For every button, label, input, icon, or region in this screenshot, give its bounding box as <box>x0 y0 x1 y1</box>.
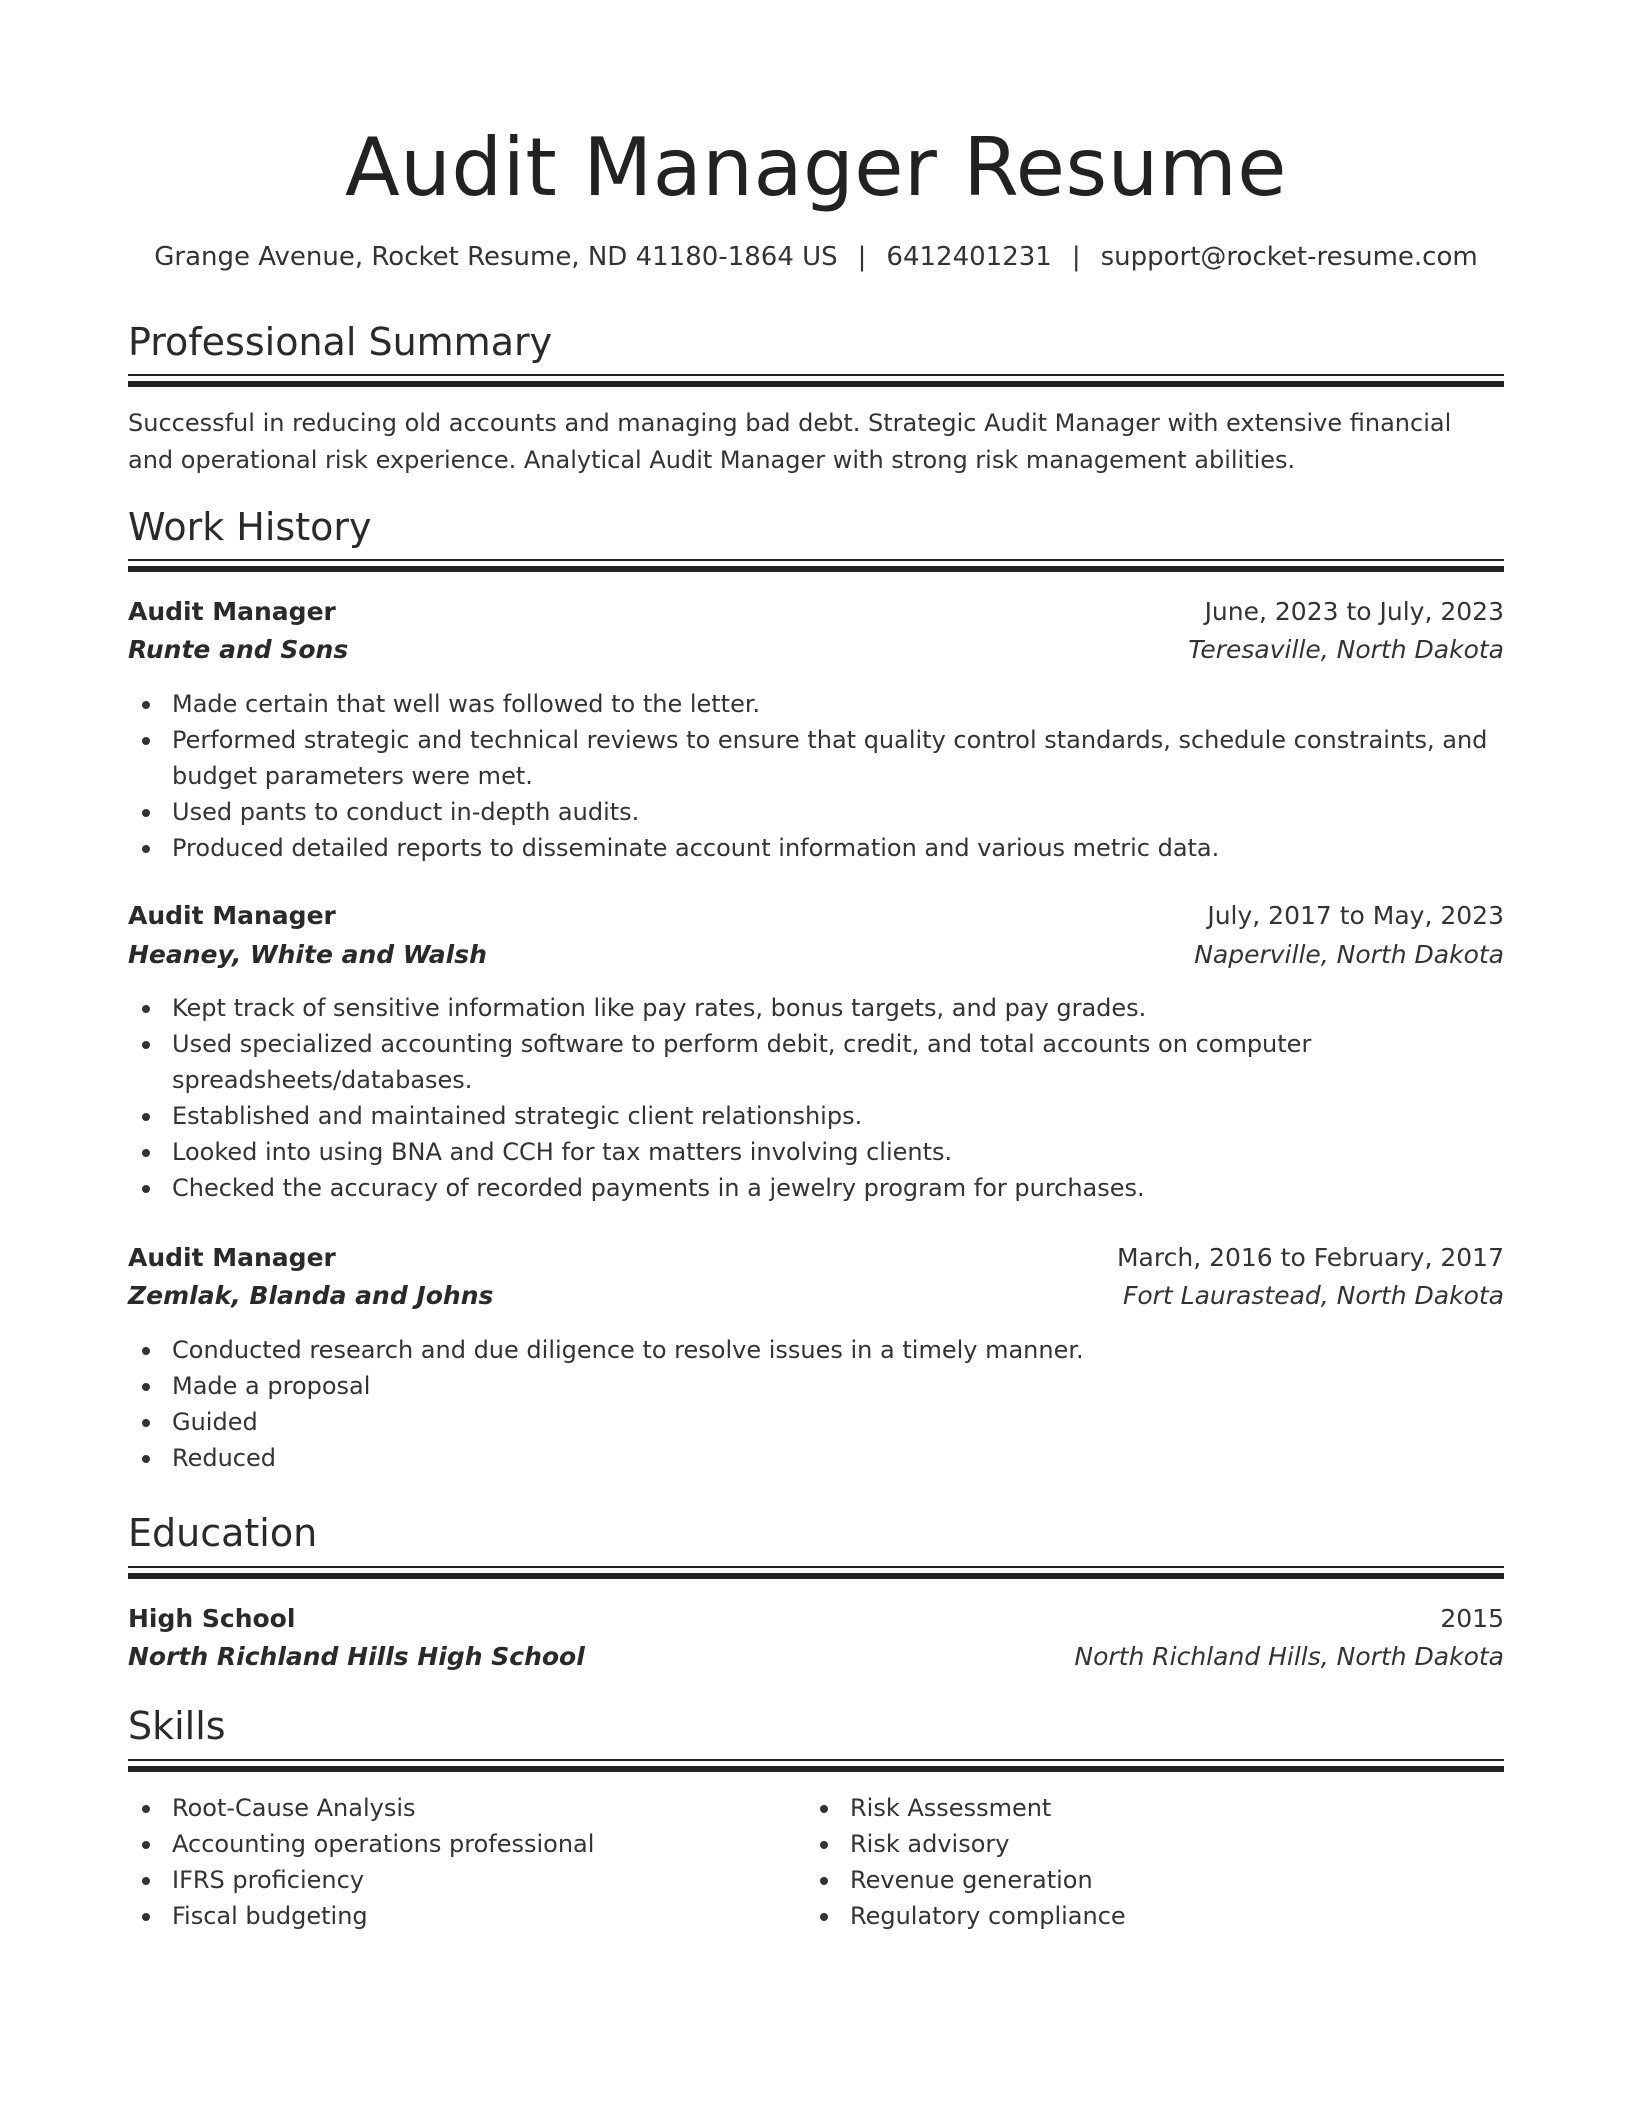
section-divider <box>128 559 1504 573</box>
section-divider <box>128 1566 1504 1580</box>
contact-email: support@rocket-resume.com <box>1100 242 1478 272</box>
skill-item: Root-Cause Analysis <box>128 1790 788 1826</box>
job-dates: March, 2016 to February, 2017 <box>1116 1243 1504 1272</box>
job-subheader <box>128 1277 1504 1315</box>
section-title-summary: Professional Summary <box>128 320 553 364</box>
job-header <box>128 897 1504 935</box>
education-location: North Richland Hills, North Dakota <box>1074 1642 1504 1671</box>
education-degree: High School <box>128 1604 296 1633</box>
job-company: Heaney, White and Walsh <box>128 940 487 969</box>
list-item: Made a proposal <box>128 1368 1504 1404</box>
list-item: Made certain that well was followed to the letter. <box>128 686 1504 722</box>
skill-item: Risk advisory <box>806 1826 1466 1862</box>
job-header <box>128 593 1504 631</box>
job-dates: June, 2023 to July, 2023 <box>1204 597 1504 626</box>
skills-list-left <box>128 1790 788 1934</box>
skills-list-right <box>806 1790 1466 1934</box>
contact-separator: | <box>1071 242 1081 272</box>
section-title-education: Education <box>128 1511 318 1555</box>
job-title: Audit Manager <box>128 597 336 626</box>
list-item: Guided <box>128 1404 1504 1440</box>
section-divider <box>128 374 1504 388</box>
job-company: Runte and Sons <box>128 635 349 664</box>
skill-item: Regulatory compliance <box>806 1898 1466 1934</box>
job-subheader <box>128 631 1504 669</box>
job-location: Fort Laurastead, North Dakota <box>1122 1281 1504 1310</box>
skill-item: Revenue generation <box>806 1862 1466 1898</box>
list-item: Established and maintained strategic client relationships. <box>128 1098 1428 1134</box>
job-dates: July, 2017 to May, 2023 <box>1207 901 1504 930</box>
education-subheader <box>128 1638 1504 1676</box>
job-header <box>128 1239 1504 1277</box>
job-title: Audit Manager <box>128 1243 336 1272</box>
list-item: Kept track of sensitive information like pay rates, bonus targets, and pay grades. <box>128 990 1428 1026</box>
section-title-work-history: Work History <box>128 505 372 549</box>
list-item: Conducted research and due diligence to resolve issues in a timely manner. <box>128 1332 1504 1368</box>
skill-item: Accounting operations professional <box>128 1826 788 1862</box>
list-item: Produced detailed reports to disseminate account information and various metric data. <box>128 830 1504 866</box>
contact-address: Grange Avenue, Rocket Resume, ND 41180-1864 US <box>154 242 838 272</box>
list-item: Performed strategic and technical reviews to ensure that quality control standards, schedule constraints, and budget parameters were met. <box>128 722 1504 794</box>
section-title-skills: Skills <box>128 1704 226 1748</box>
section-divider <box>128 1759 1504 1773</box>
skill-item: Risk Assessment <box>806 1790 1466 1826</box>
resume-title: Audit Manager Resume <box>344 121 1288 214</box>
education-year: 2015 <box>1440 1604 1504 1633</box>
education-school: North Richland Hills High School <box>128 1642 585 1671</box>
job-location: Teresaville, North Dakota <box>1188 635 1504 664</box>
summary-text: Successful in reducing old accounts and managing bad debt. Strategic Audit Manager with extensive financial and operational risk experience. Analytical Audit Manager with strong risk management abilities. <box>128 409 1452 474</box>
education-header <box>128 1600 1504 1638</box>
contact-line <box>0 239 1632 275</box>
job-subheader <box>128 936 1504 974</box>
contact-separator: | <box>857 242 867 272</box>
job-bullets <box>128 686 1504 866</box>
job-company: Zemlak, Blanda and Johns <box>128 1281 494 1310</box>
list-item: Used pants to conduct in-depth audits. <box>128 794 1504 830</box>
job-title: Audit Manager <box>128 901 336 930</box>
skill-item: IFRS proficiency <box>128 1862 788 1898</box>
job-location: Naperville, North Dakota <box>1194 940 1504 969</box>
skill-item: Fiscal budgeting <box>128 1898 788 1934</box>
list-item: Looked into using BNA and CCH for tax matters involving clients. <box>128 1134 1428 1170</box>
list-item: Used specialized accounting software to perform debit, credit, and total accounts on computer spreadsheets/databases. <box>128 1026 1428 1098</box>
contact-phone: 6412401231 <box>886 242 1052 272</box>
job-bullets <box>128 990 1428 1206</box>
job-bullets <box>128 1332 1504 1476</box>
list-item: Checked the accuracy of recorded payments in a jewelry program for purchases. <box>128 1170 1428 1206</box>
list-item: Reduced <box>128 1440 1504 1476</box>
